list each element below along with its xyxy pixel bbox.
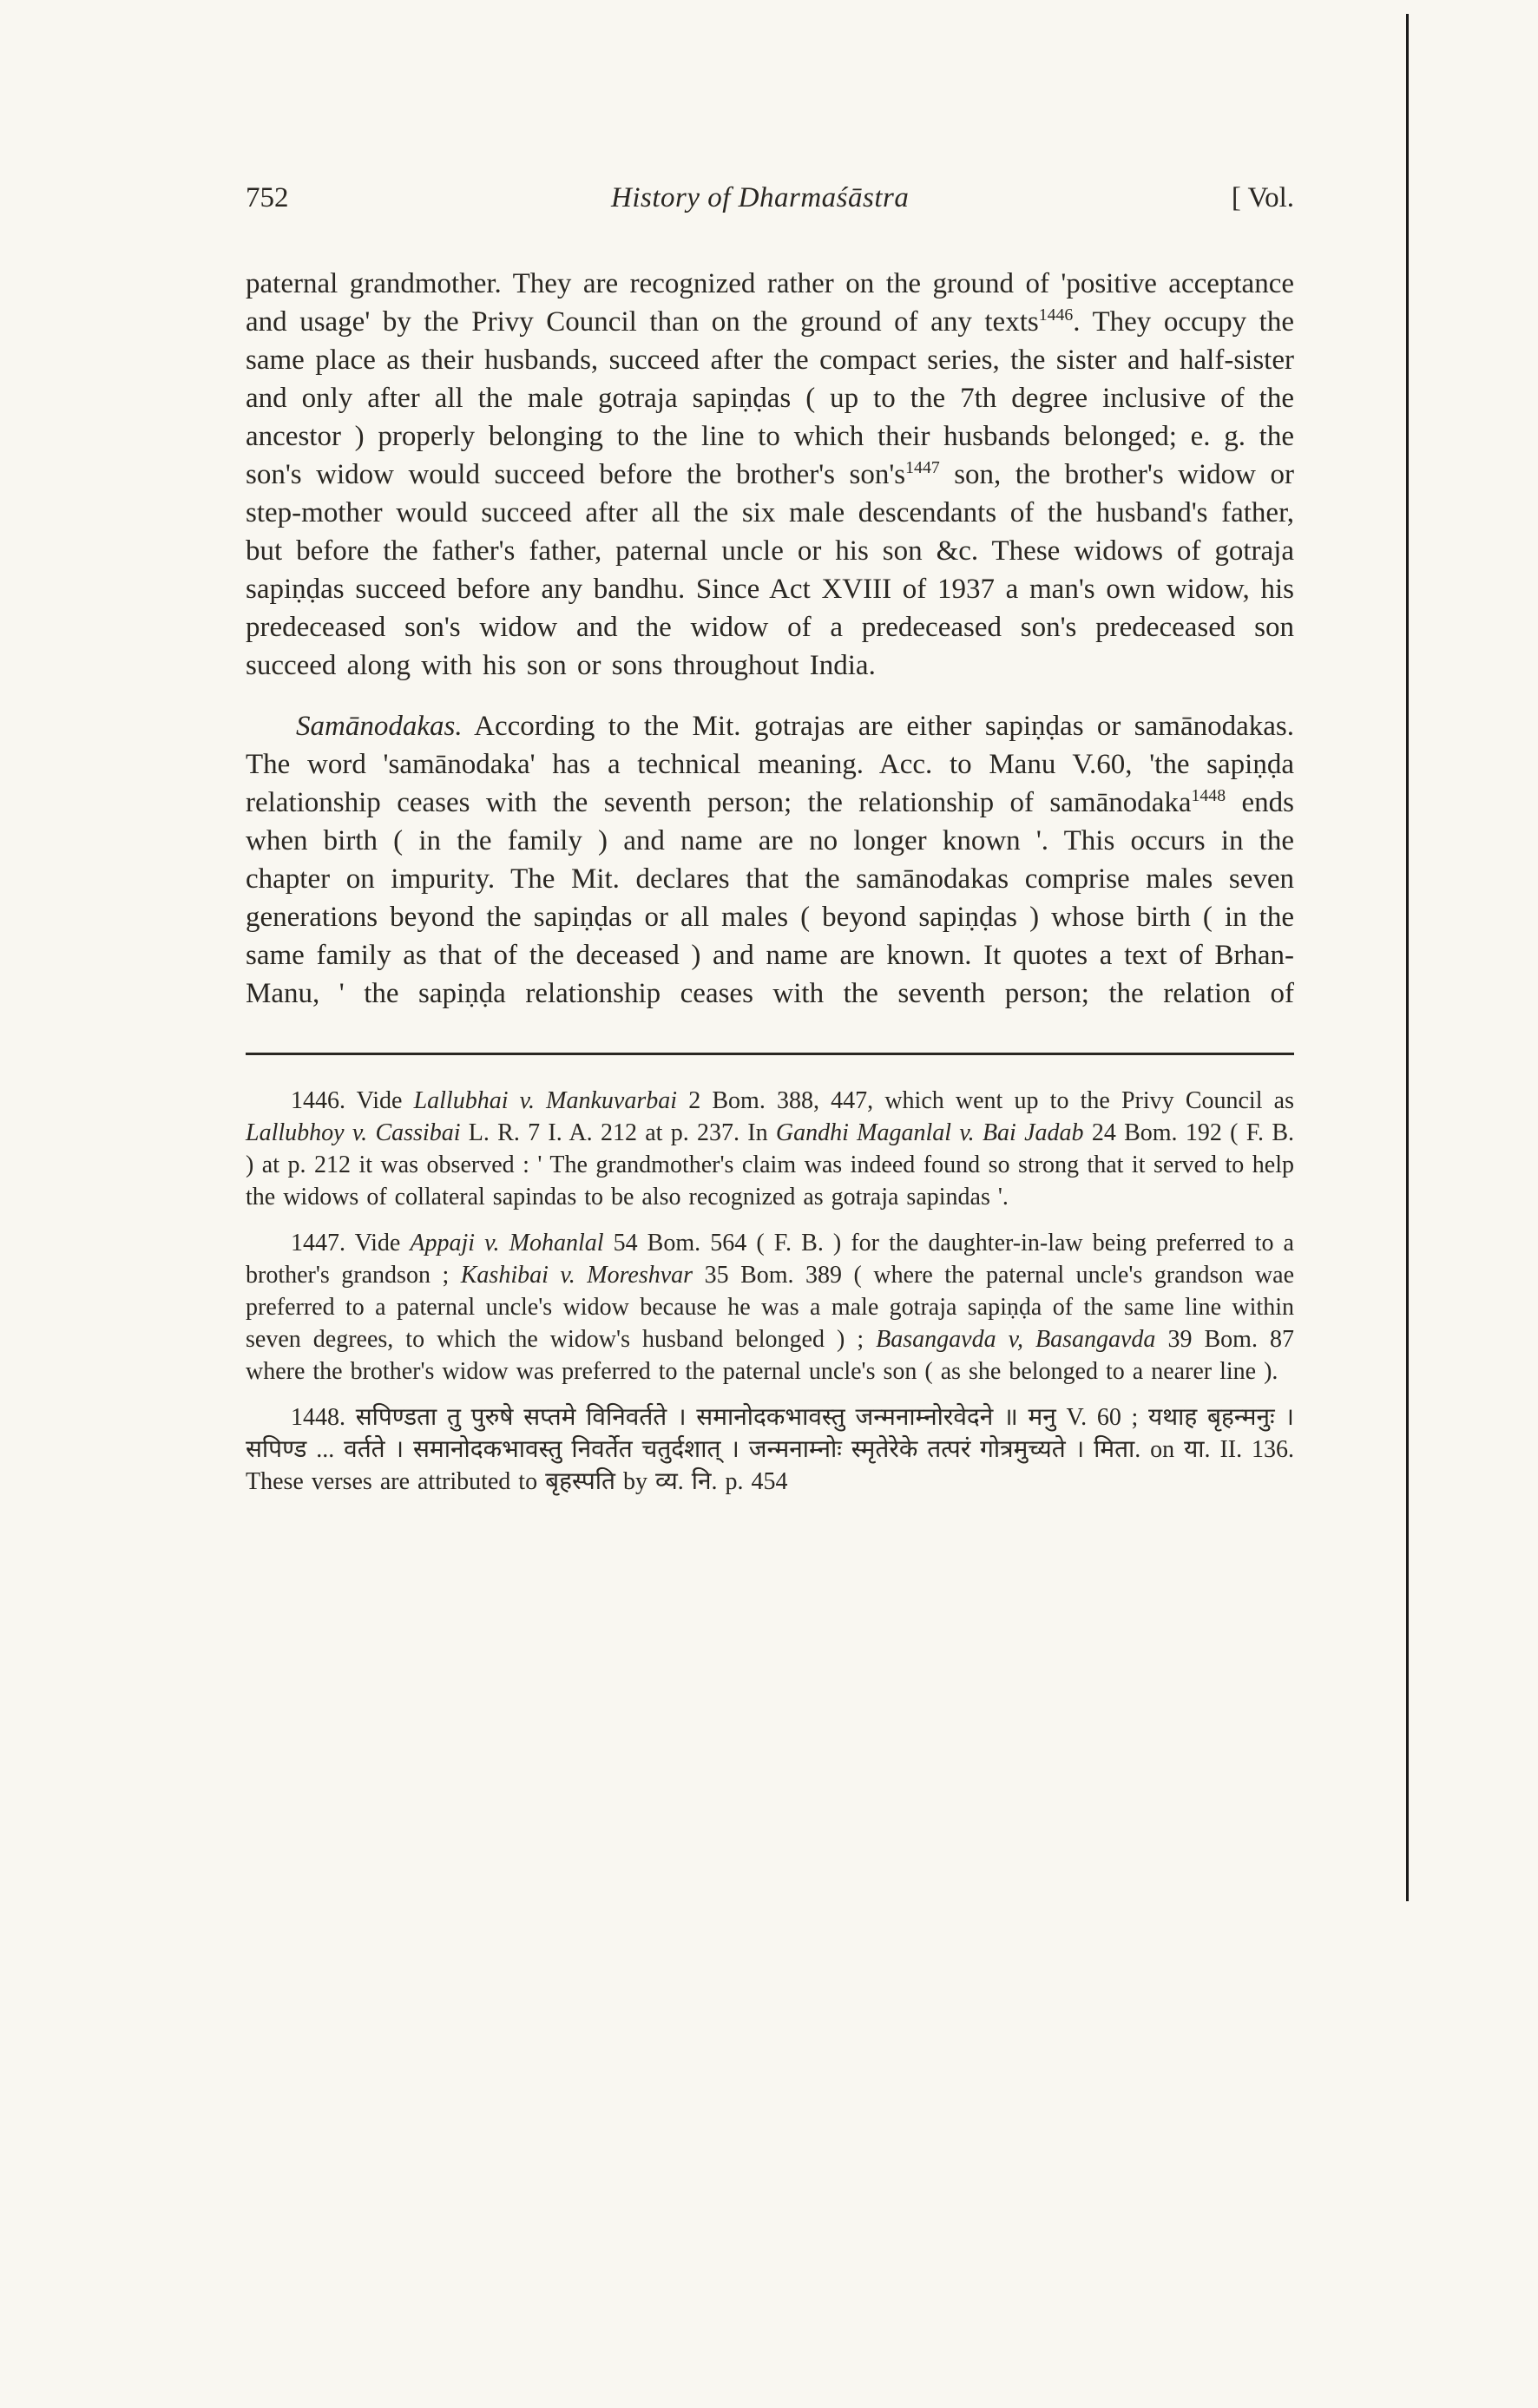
page-content: [246, 182, 1294, 1512]
page-header: [246, 182, 1294, 214]
footnote-1448: 1448. सपिण्डता तु पुरुषे सप्तमे विनिवर्तते । समानोदकभावस्तु जन्मनाम्नोरवेदने ॥ मनु V. 60 ; यथाह बृहन्मनुः । सपिण्ड ... वर्तते । समानोदकभावस्तु निवर्तेत चतुर्दशात् । जन्मनाम्नोः स्मृतेरेके तत्परं गोत्रमुच्यते । मिता. on या. II. 136. These verses are attributed to बृहस्पति by व्य. नि. p. 454: [246, 1404, 1294, 1495]
body-paragraph-1: paternal grandmother. They are recognized rather on the ground of 'positive acceptance and usage' by the Privy Council than on the ground of any texts$^{1446}$. They occupy the same place as their husbands, succeed after the compact series, the sister and half-sister and only after all the male gotraja sapiṇḍas ( up to the 7th degree inclusive of the ancestor ) properly belonging to the line to which their husbands belonged; e. g. the son's widow would succeed before the brother's $son's^{1447}$ son, the brother's widow or step-mother would succeed after all the six male descendants of the husband's father, but before the father's father, paternal uncle or his son &c. These widows of gotraja sapiṇḍas succeed before any bandhu. Since Act XVIII of 1937 a man's own widow, his predeceased son's widow and the widow of a predeceased son's predeceased son succeed along with his son or sons throughout India.: [246, 268, 1294, 681]
scan-edge-line: [1406, 14, 1409, 1901]
page-title: History of Dharmaśāstra: [610, 182, 910, 213]
page-number: 752: [246, 182, 289, 213]
footnote-1446: 1446. Vide Lallubhai v. Mankuvarbai 2 Bom. 388, 447, which went up to the Privy Council as Lallubhoy v. Cassibai L. R. 7 I. A. 212 at p. 237. In Gandhi Maganlal v. Bai Jadab 24 Bom. 192 ( F. B. ) at p. 212 it was observed : ' The grandmother's claim was indeed found so strong that it served to help the widows of collateral sapindas to be also recognized as gotraja sapindas '.: [246, 1087, 1295, 1211]
main-text: [246, 265, 1294, 1013]
footnote-1447: 1447. Vide Appaji v. Mohanlal 54 Bom. 564 ( F. B. ) for the daughter-in-law being preferred to a brother's grandson ; Kashibai v. Moreshvar 35 Bom. 389 ( where the paternal uncle's grandson wae preferred to a paternal uncle's widow because he was a male gotraja sapiṇḍa of the same line within seven degrees, to which the widow's husband belonged ) ; Basangavda v, Basangavda 39 Bom. 87 where the brother's widow was preferred to the paternal uncle's son ( as she belonged to a nearer line ).: [246, 1230, 1294, 1385]
volume-label: [ Vol.: [1231, 182, 1294, 213]
footnote-divider: [246, 1053, 1294, 1055]
body-paragraph-2: Samānodakas. According to the Mit. gotrajas are either sapiṇḍas or samānodakas. The word 'samānodaka' has a technical meaning. Acc. to Manu V.60, 'the sapiṇḍa relationship ceases with the seventh person; the relationship of samānodaka$^{1448}$ ends when birth ( in the family ) and name are no longer known '. This occurs in the chapter on impurity. The Mit. declares that the samānodakas comprise males seven generations beyond the sapiṇḍas or all males ( beyond sapiṇḍas ) whose birth ( in the same family as that of the deceased ) and name are known. It quotes a text of Brhan-Manu, ' the sapiṇḍa relationship ceases with the seventh person; the relation of: [246, 711, 1294, 1009]
footnotes-section: [246, 1085, 1294, 1498]
